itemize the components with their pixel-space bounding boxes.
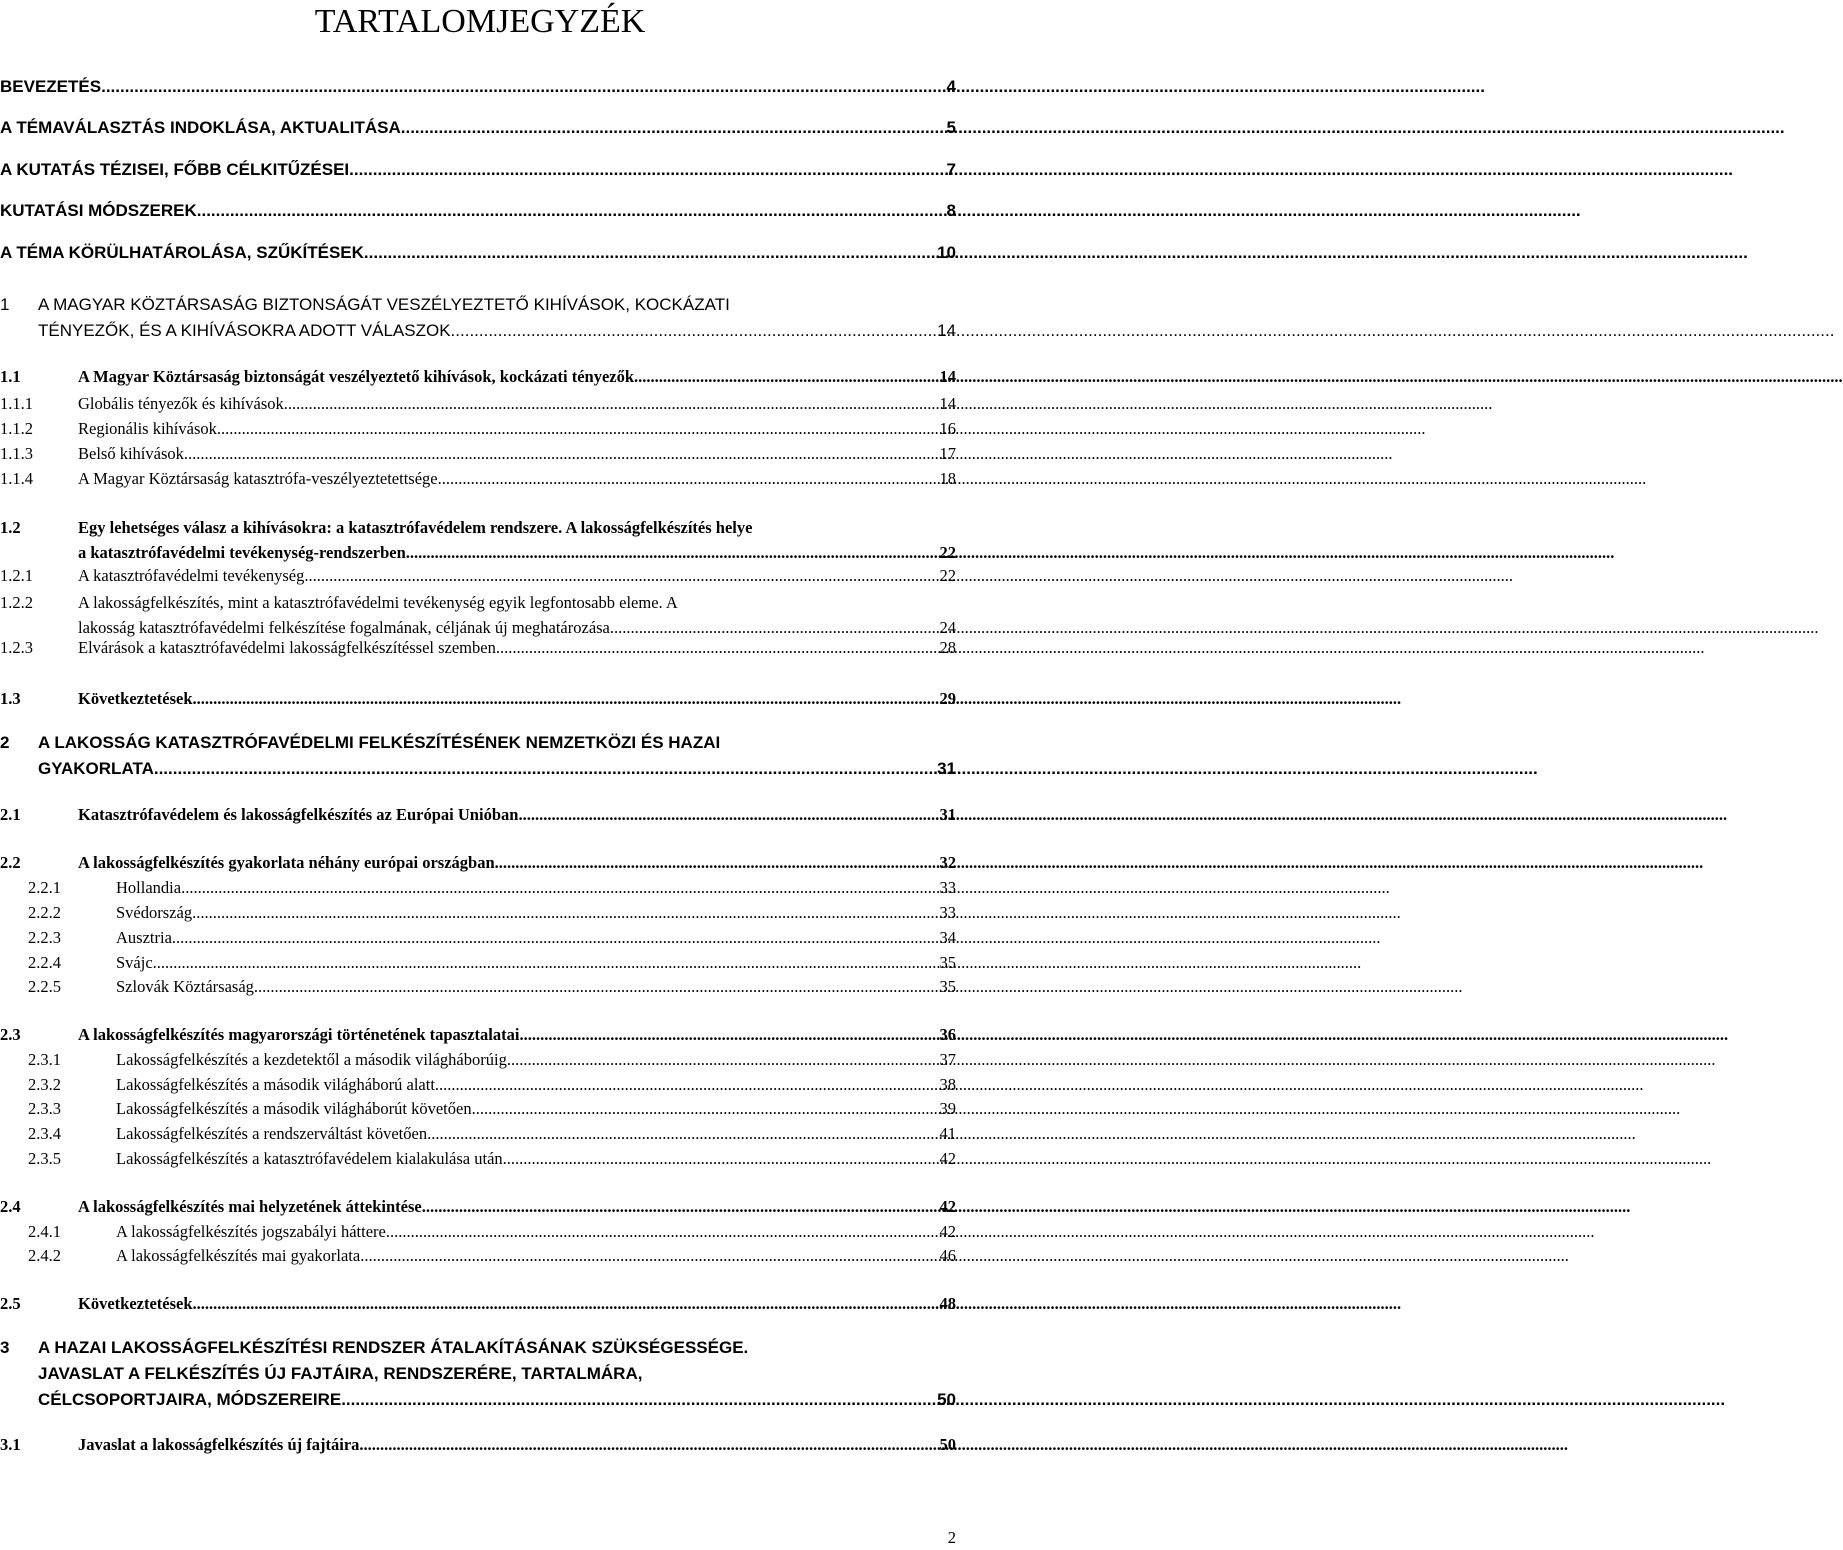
toc-entry-page: 42 bbox=[939, 1197, 956, 1216]
toc-entry[interactable] bbox=[0, 242, 956, 264]
toc-entry[interactable] bbox=[0, 877, 956, 899]
toc-entry-title: A KUTATÁS TÉZISEI, FŐBB CÉLKITŰZÉSEI bbox=[0, 160, 350, 179]
dot-leader bbox=[192, 902, 937, 924]
dot-leader bbox=[359, 1434, 937, 1456]
page-title: TARTALOMJEGYZÉK bbox=[314, 3, 646, 40]
toc-entry-number: 2.5 bbox=[0, 1294, 21, 1313]
toc-entry-page: 4 bbox=[946, 77, 956, 96]
dot-leader bbox=[438, 468, 938, 490]
toc-entry[interactable] bbox=[0, 515, 956, 565]
toc-entry-page: 28 bbox=[939, 638, 956, 657]
toc-entry-page: 22 bbox=[939, 566, 956, 585]
dot-leader bbox=[217, 418, 938, 440]
toc-entry[interactable] bbox=[0, 1196, 956, 1218]
page-number: 2 bbox=[947, 1528, 956, 1547]
toc-entry-title: Lakosságfelkészítés a rendszerváltást követően bbox=[116, 1124, 428, 1143]
toc-entry-page: 46 bbox=[939, 1246, 956, 1265]
toc-entry-title: Lakosságfelkészítés a kezdetektől a második világháborúig bbox=[116, 1050, 507, 1069]
toc-entry-number: 2.3 bbox=[0, 1025, 21, 1044]
dot-leader bbox=[360, 1245, 937, 1267]
toc-entry[interactable] bbox=[0, 1293, 956, 1315]
toc-entry-page: 29 bbox=[939, 689, 956, 708]
toc-entry[interactable] bbox=[0, 688, 956, 710]
toc-entry[interactable] bbox=[0, 976, 956, 998]
dot-leader bbox=[401, 117, 945, 139]
dot-leader bbox=[184, 443, 938, 465]
toc-entry-number: 2.2.3 bbox=[28, 928, 61, 947]
toc-entry-title: A lakosságfelkészítés magyarországi történetének tapasztalatai bbox=[78, 1025, 520, 1044]
toc-entry[interactable] bbox=[0, 1245, 956, 1267]
toc-entry-page: 10 bbox=[937, 243, 956, 262]
toc-entry[interactable] bbox=[0, 804, 956, 826]
toc-entry-page: 48 bbox=[939, 1294, 956, 1313]
toc-entry-title: GYAKORLATA bbox=[38, 759, 154, 778]
dot-leader bbox=[503, 1148, 938, 1170]
toc-entry-number: 1.2.2 bbox=[0, 593, 33, 612]
dot-leader bbox=[193, 1293, 938, 1315]
toc-entry-title: Hollandia bbox=[116, 878, 182, 897]
toc-entry[interactable] bbox=[0, 1335, 956, 1413]
dot-leader bbox=[519, 1024, 937, 1046]
toc-entry[interactable] bbox=[0, 76, 956, 98]
toc-entry-title: A katasztrófavédelmi tevékenység bbox=[78, 566, 305, 585]
toc-entry-page: 32 bbox=[939, 853, 956, 872]
dot-leader bbox=[472, 1098, 938, 1120]
toc-entry-number: 2.1 bbox=[0, 805, 21, 824]
dot-leader bbox=[435, 1074, 938, 1096]
toc-entry-page: 24 bbox=[939, 618, 956, 637]
toc-entry-page: 5 bbox=[946, 118, 956, 137]
toc-entry-number: 2.2.1 bbox=[28, 878, 61, 897]
toc-entry-page: 14 bbox=[939, 367, 956, 386]
toc-entry[interactable] bbox=[0, 1434, 956, 1456]
dot-leader bbox=[254, 976, 938, 998]
toc-entry[interactable] bbox=[0, 159, 956, 181]
dot-leader bbox=[341, 1387, 935, 1413]
toc-entry[interactable] bbox=[0, 200, 956, 222]
toc-entry-title-line: A MAGYAR KÖZTÁRSASÁG BIZTONSÁGÁT VESZÉLYEZTETŐ KIHÍVÁSOK, KOCKÁZATI bbox=[38, 295, 730, 314]
dot-leader bbox=[406, 540, 938, 565]
toc-entry[interactable] bbox=[0, 418, 956, 440]
toc-entry[interactable] bbox=[0, 468, 956, 490]
toc-entry-title: Javaslat a lakosságfelkészítés új fajtáira bbox=[78, 1435, 360, 1454]
toc-entry-title: Szlovák Köztársaság bbox=[116, 977, 254, 996]
toc-entry-title-line: JAVASLAT A FELKÉSZÍTÉS ÚJ FAJTÁIRA, RENDSZERÉRE, TARTALMÁRA, bbox=[38, 1364, 643, 1383]
toc-entry-page: 39 bbox=[939, 1099, 956, 1118]
toc-entry[interactable] bbox=[0, 565, 956, 587]
dot-leader bbox=[181, 877, 937, 899]
dot-leader bbox=[197, 200, 945, 222]
toc-entry-title: Svédország bbox=[116, 903, 193, 922]
toc-entry[interactable] bbox=[0, 927, 956, 949]
toc-entry-title-line: Egy lehetséges válasz a kihívásokra: a katasztrófavédelem rendszere. A lakosságfelkészítés helye bbox=[78, 518, 753, 537]
toc-entry-page: 16 bbox=[939, 419, 956, 438]
toc-entry-title: A Magyar Köztársaság katasztrófa-veszélyeztetettsége bbox=[78, 469, 438, 488]
toc-entry-number: 2.2 bbox=[0, 853, 21, 872]
toc-entry-page: 14 bbox=[939, 394, 956, 413]
toc-entry[interactable] bbox=[0, 952, 956, 974]
toc-entry[interactable] bbox=[0, 1098, 956, 1120]
dot-leader bbox=[154, 756, 935, 782]
dot-leader bbox=[496, 637, 938, 659]
toc-entry-page: 42 bbox=[939, 1222, 956, 1241]
toc-entry-title: Következtetések bbox=[78, 1294, 193, 1313]
toc-entry-title: Lakosságfelkészítés a második világháború alatt bbox=[116, 1075, 435, 1094]
toc-entry-number: 1.2 bbox=[0, 518, 21, 537]
toc-entry-number: 2.4 bbox=[0, 1197, 21, 1216]
toc-entry-title: BEVEZETÉS bbox=[0, 77, 102, 96]
dot-leader bbox=[422, 1196, 938, 1218]
toc-entry-title: A TÉMAVÁLASZTÁS INDOKLÁSA, AKTUALITÁSA bbox=[0, 118, 401, 137]
dot-leader bbox=[451, 318, 936, 344]
toc-entry-number: 3.1 bbox=[0, 1435, 21, 1454]
dot-leader bbox=[193, 688, 938, 710]
toc-entry-page: 14 bbox=[937, 321, 956, 340]
toc-entry-title: A lakosságfelkészítés mai gyakorlata bbox=[116, 1246, 361, 1265]
toc-entry-number: 2.3.5 bbox=[28, 1149, 61, 1168]
toc-entry[interactable] bbox=[0, 366, 956, 388]
toc-entry-title: A lakosságfelkészítés jogszabályi háttere bbox=[116, 1222, 386, 1241]
toc-entry-title: Belső kihívások bbox=[78, 444, 184, 463]
toc-entry-page: 31 bbox=[937, 759, 956, 778]
dot-leader bbox=[507, 1049, 938, 1071]
toc-entry-number: 1.1.3 bbox=[0, 444, 33, 463]
dot-leader bbox=[101, 76, 944, 98]
toc-entry-number: 1.2.3 bbox=[0, 638, 33, 657]
toc-entry[interactable] bbox=[0, 117, 956, 139]
toc-entry[interactable] bbox=[0, 1148, 956, 1170]
toc-entry-number: 1.1.4 bbox=[0, 469, 33, 488]
dot-leader bbox=[364, 242, 935, 264]
toc-entry-title: Svájc bbox=[116, 953, 153, 972]
dot-leader bbox=[518, 804, 937, 826]
toc-entry-title: A TÉMA KÖRÜLHATÁROLÁSA, SZŰKÍTÉSEK bbox=[0, 243, 364, 262]
toc-entry[interactable] bbox=[0, 637, 956, 659]
toc-entry[interactable] bbox=[0, 902, 956, 924]
toc-entry-title: A Magyar Köztársaság biztonságát veszélyeztető kihívások, kockázati tényezők bbox=[78, 367, 635, 386]
toc-entry[interactable] bbox=[0, 292, 956, 344]
toc-entry-title: CÉLCSOPORTJAIRA, MÓDSZEREIRE bbox=[38, 1390, 342, 1409]
toc-entry-page: 35 bbox=[939, 977, 956, 996]
toc-entry[interactable] bbox=[0, 443, 956, 465]
toc-entry-page: 8 bbox=[946, 201, 956, 220]
toc-entry-number: 2.2.5 bbox=[28, 977, 61, 996]
toc-entry-page: 42 bbox=[939, 1149, 956, 1168]
toc-entry-number: 2.3.4 bbox=[28, 1124, 61, 1143]
toc-entry-number: 1 bbox=[0, 295, 10, 314]
toc-entry-number: 2.4.2 bbox=[28, 1246, 61, 1265]
toc-entry-page: 50 bbox=[939, 1435, 956, 1454]
toc-entry-page: 22 bbox=[939, 543, 956, 562]
toc-entry-number: 2.3.3 bbox=[28, 1099, 61, 1118]
toc-entry-title: KUTATÁSI MÓDSZEREK bbox=[0, 201, 197, 220]
toc-entry-page: 17 bbox=[939, 444, 956, 463]
toc-entry-page: 33 bbox=[939, 903, 956, 922]
toc-entry-page: 31 bbox=[939, 805, 956, 824]
toc-entry-page: 38 bbox=[939, 1075, 956, 1094]
toc-entry-title: TÉNYEZŐK, ÉS A KIHÍVÁSOKRA ADOTT VÁLASZOK bbox=[38, 321, 451, 340]
toc-entry-number: 1.1.2 bbox=[0, 419, 33, 438]
toc-entry-page: 41 bbox=[939, 1124, 956, 1143]
toc-entry-title: Következtetések bbox=[78, 689, 193, 708]
toc-entry-page: 50 bbox=[937, 1390, 956, 1409]
toc-entry-page: 36 bbox=[939, 1025, 956, 1044]
toc-entry-title: Ausztria bbox=[116, 928, 172, 947]
toc-entry-title-line: A lakosságfelkészítés, mint a katasztrófavédelmi tevékenység egyik legfontosabb eleme. A bbox=[78, 593, 678, 612]
toc-entry-title: Lakosságfelkészítés a katasztrófavédelem kialakulása után bbox=[116, 1149, 503, 1168]
toc-entry-number: 1.3 bbox=[0, 689, 21, 708]
dot-leader bbox=[172, 927, 938, 949]
toc-entry-title: Regionális kihívások bbox=[78, 419, 217, 438]
toc-entry-number: 1.1 bbox=[0, 367, 21, 386]
dot-leader bbox=[386, 1221, 938, 1243]
toc-entry-title: Elvárások a katasztrófavédelmi lakosságfelkészítéssel szemben bbox=[78, 638, 496, 657]
toc-entry-title: Globális tényezők és kihívások bbox=[78, 394, 284, 413]
toc-entry-page: 7 bbox=[946, 160, 956, 179]
dot-leader bbox=[349, 159, 944, 181]
toc-entry-title: Katasztrófavédelem és lakosságfelkészítés az Európai Unióban bbox=[78, 805, 519, 824]
toc-entry[interactable] bbox=[0, 730, 956, 782]
toc-entry-number: 1.2.1 bbox=[0, 566, 33, 585]
dot-leader bbox=[495, 852, 938, 874]
toc-entry-number: 2.2.4 bbox=[28, 953, 61, 972]
toc-entry-number: 2 bbox=[0, 733, 10, 752]
toc-entry-number: 3 bbox=[0, 1338, 10, 1357]
toc-entry-title: a katasztrófavédelmi tevékenység-rendszerben bbox=[78, 543, 406, 562]
toc-entry[interactable] bbox=[0, 590, 956, 640]
toc-entry-title: Lakosságfelkészítés a második világháborút követően bbox=[116, 1099, 472, 1118]
toc-entry-page: 18 bbox=[939, 469, 956, 488]
toc-entry-page: 35 bbox=[939, 953, 956, 972]
toc-entry-title: A lakosságfelkészítés mai helyzetének áttekintése bbox=[78, 1197, 422, 1216]
dot-leader bbox=[634, 366, 937, 388]
toc-entry-number: 2.4.1 bbox=[28, 1222, 61, 1241]
toc-entry[interactable] bbox=[0, 1123, 956, 1145]
toc-entry[interactable] bbox=[0, 1049, 956, 1071]
toc-entry-page: 33 bbox=[939, 878, 956, 897]
toc-entry-title-line: A LAKOSSÁG KATASZTRÓFAVÉDELMI FELKÉSZÍTÉSÉNEK NEMZETKÖZI ÉS HAZAI bbox=[38, 733, 721, 752]
dot-leader bbox=[153, 952, 938, 974]
dot-leader bbox=[284, 393, 938, 415]
dot-leader bbox=[427, 1123, 937, 1145]
toc-entry-title-line: A HAZAI LAKOSSÁGFELKÉSZÍTÉSI RENDSZER ÁTALAKÍTÁSÁNAK SZÜKSÉGESSÉGE. bbox=[38, 1338, 749, 1357]
toc-entry-title: A lakosságfelkészítés gyakorlata néhány európai országban bbox=[78, 853, 495, 872]
toc-entry-title: lakosság katasztrófavédelmi felkészítése fogalmának, céljának új meghatározása bbox=[78, 618, 610, 637]
toc-entry-number: 2.2.2 bbox=[28, 903, 61, 922]
toc-entry-number: 2.3.2 bbox=[28, 1075, 61, 1094]
toc-entry[interactable] bbox=[0, 852, 956, 874]
toc-entry-page: 34 bbox=[939, 928, 956, 947]
toc-entry[interactable] bbox=[0, 1024, 956, 1046]
toc-entry-number: 2.3.1 bbox=[28, 1050, 61, 1069]
toc-entry-number: 1.1.1 bbox=[0, 394, 33, 413]
dot-leader bbox=[304, 565, 937, 587]
toc-entry[interactable] bbox=[0, 1074, 956, 1096]
toc-entry-page: 37 bbox=[939, 1050, 956, 1069]
toc-entry[interactable] bbox=[0, 1221, 956, 1243]
toc-entry[interactable] bbox=[0, 393, 956, 415]
